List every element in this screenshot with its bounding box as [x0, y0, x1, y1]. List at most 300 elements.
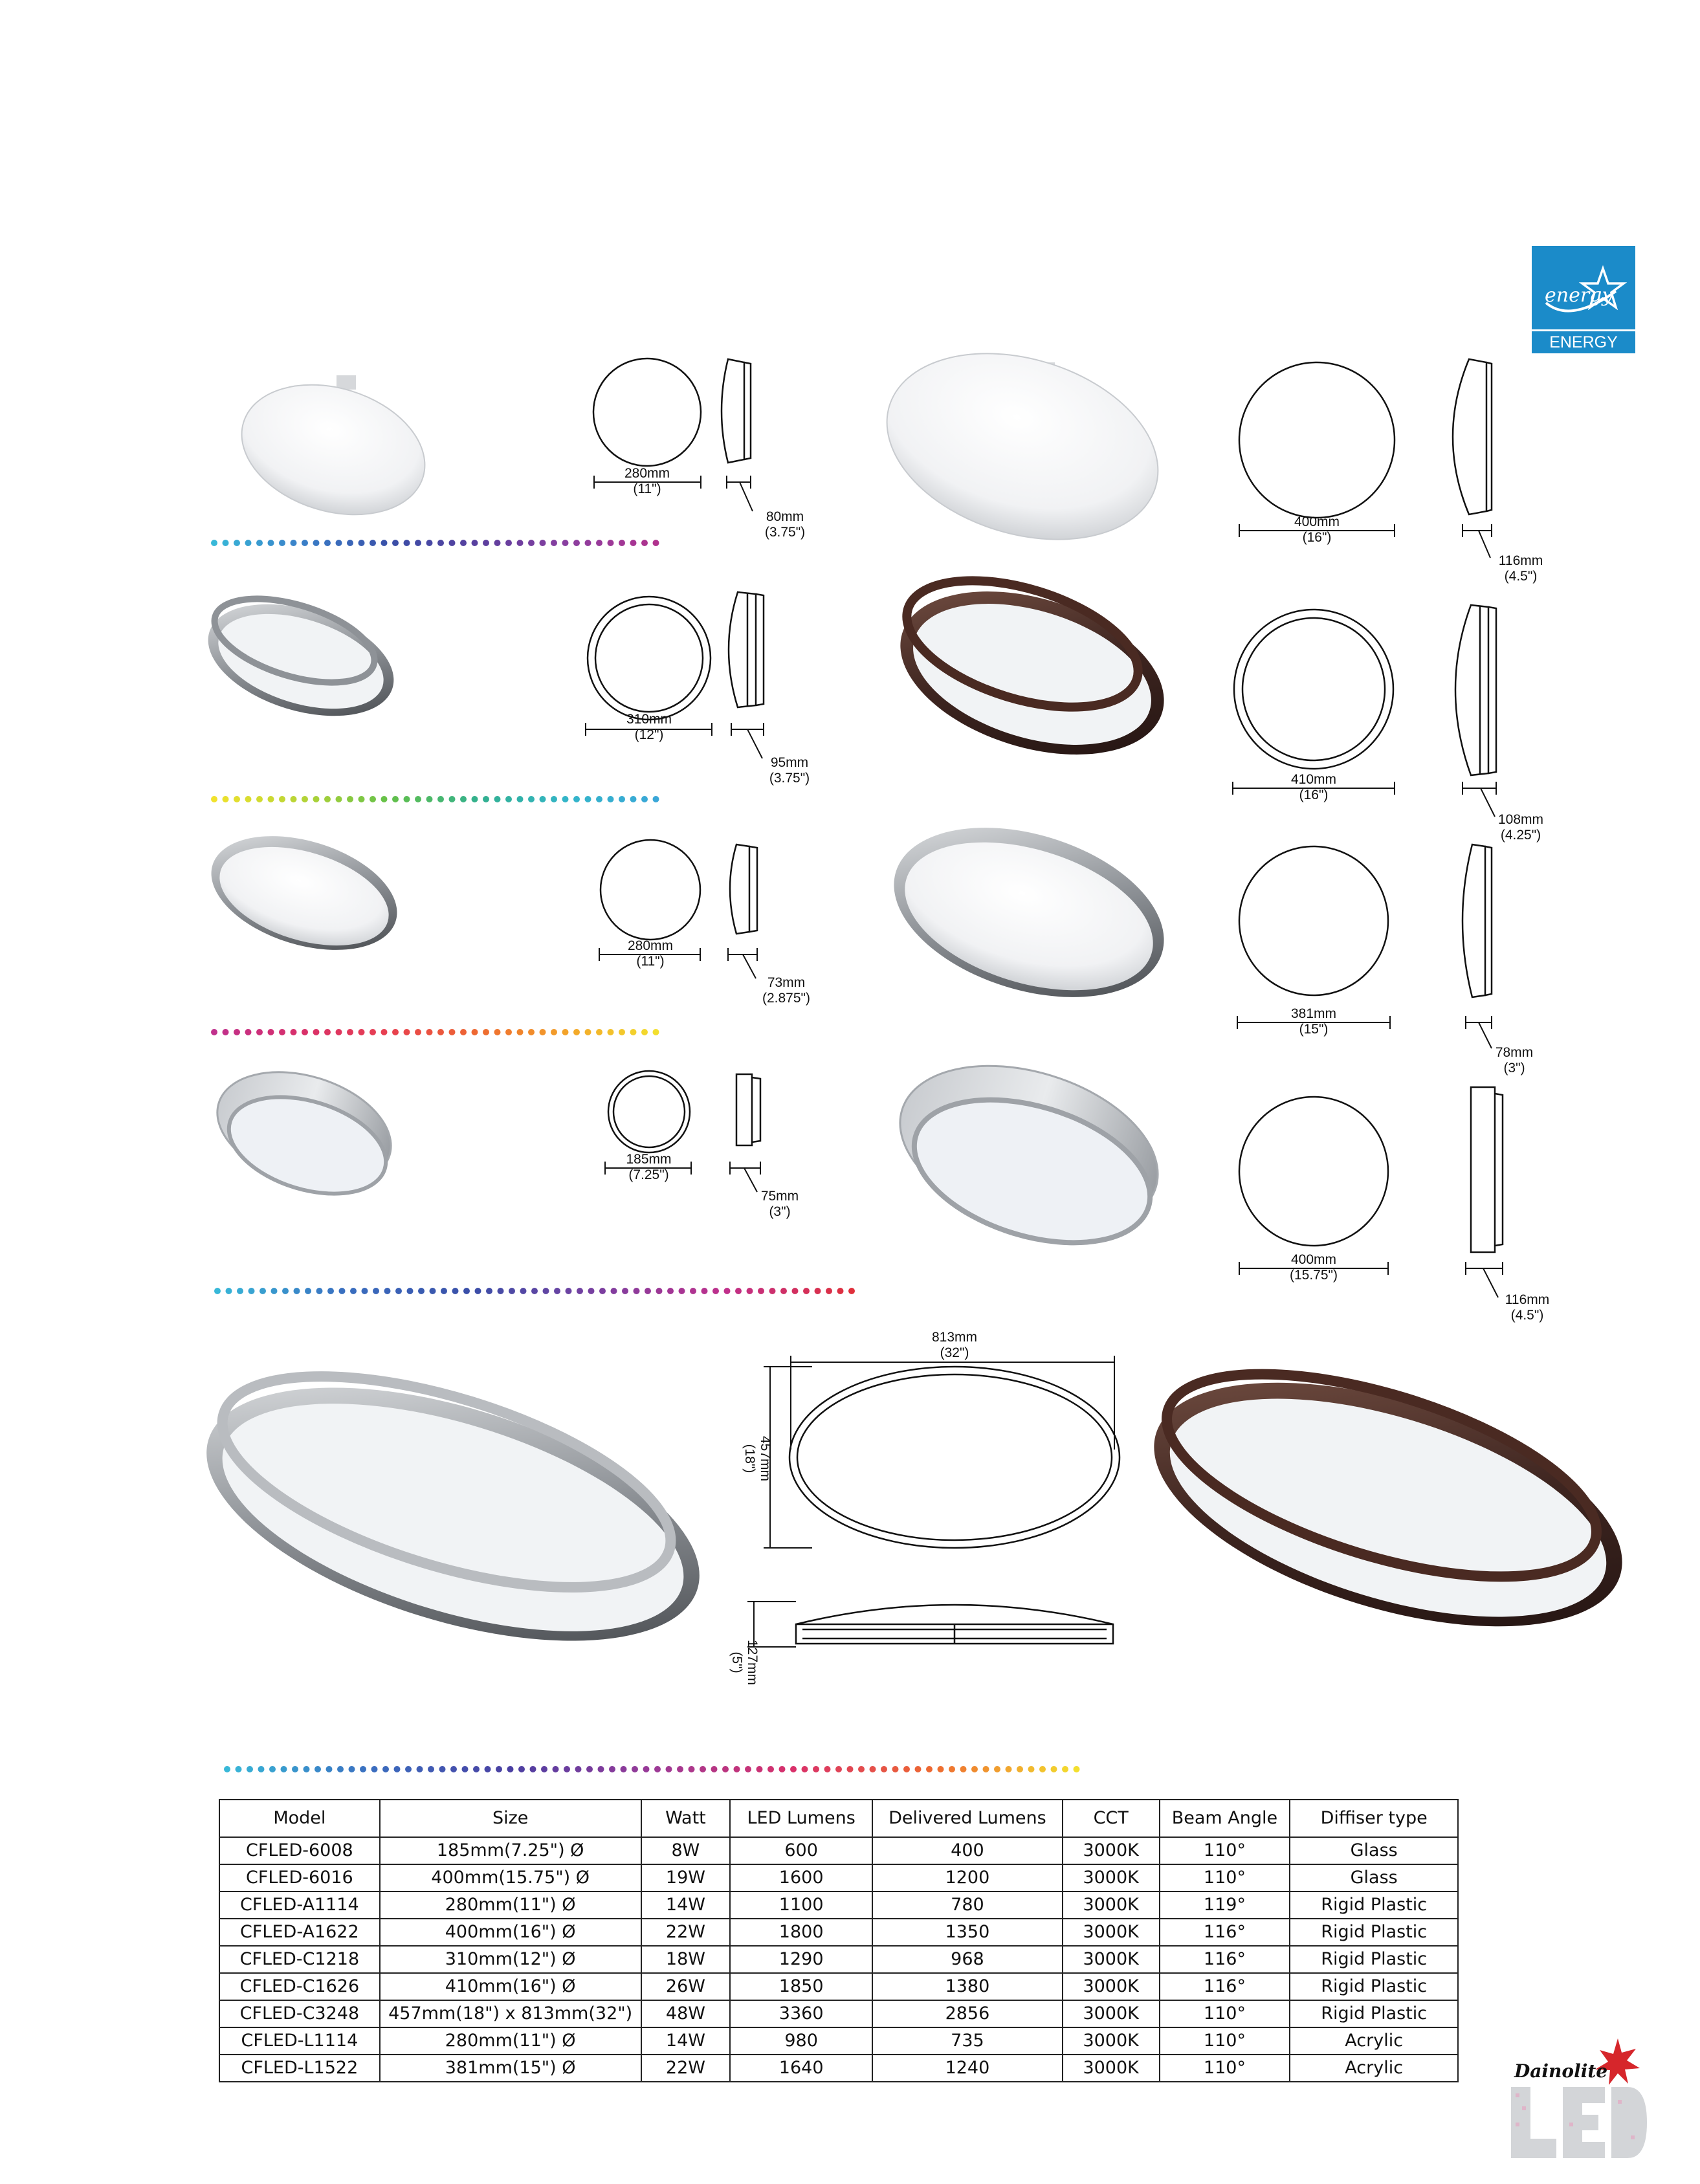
separator-dot: [460, 540, 467, 546]
separator-dot: [881, 1766, 887, 1772]
separator-dot: [994, 1766, 1000, 1772]
separator-dot: [724, 1288, 731, 1294]
cell: 400: [872, 1837, 1063, 1864]
separator-dot: [336, 540, 342, 546]
separator-dot: [282, 1288, 289, 1294]
separator-dot: [562, 1029, 569, 1035]
separator-dot: [291, 796, 297, 802]
cell: 26W: [641, 1973, 731, 2000]
separator-dot: [554, 1288, 560, 1294]
separator-dot: [452, 1288, 459, 1294]
separator-dot: [622, 1288, 628, 1294]
separator-dot: [712, 1288, 719, 1294]
separator-dot: [553, 1766, 559, 1772]
dim-label: 73mm: [767, 975, 806, 990]
cell: CFLED-6016: [219, 1864, 380, 1892]
cell: 1240: [872, 2055, 1063, 2082]
separator-dot: [268, 1029, 274, 1035]
dot-separator: [223, 1765, 1094, 1772]
separator-dot: [540, 1029, 546, 1035]
separator-dot: [381, 796, 388, 802]
dim-label: (11"): [633, 481, 661, 496]
col-diffuser-type: Diffiser type: [1290, 1800, 1458, 1837]
dainolite-led-logo-icon: [1508, 2025, 1650, 2168]
separator-dot: [611, 1288, 617, 1294]
col-delivered-lumens: Delivered Lumens: [872, 1800, 1063, 1837]
separator-dot: [256, 540, 263, 546]
separator-dot: [608, 796, 614, 802]
separator-dot: [324, 540, 331, 546]
separator-dot: [483, 1029, 489, 1035]
separator-dot: [641, 796, 648, 802]
separator-dot: [915, 1766, 922, 1772]
dim-label: 280mm: [624, 466, 670, 481]
product-photo-cfled-a1622: [873, 797, 1184, 1027]
separator-dot: [926, 1766, 933, 1772]
separator-dot: [462, 1766, 469, 1772]
separator-dot: [302, 796, 308, 802]
separator-dot: [373, 1288, 379, 1294]
separator-dot: [324, 1029, 331, 1035]
separator-dot: [566, 1288, 572, 1294]
dim-label: 410mm: [1290, 772, 1337, 787]
dim-label: 116mm: [1498, 553, 1543, 568]
separator-dot: [483, 796, 489, 802]
dim-label: (32"): [940, 1345, 969, 1360]
separator-dot: [802, 1766, 808, 1772]
separator-dot: [780, 1288, 787, 1294]
separator-dot: [564, 1766, 570, 1772]
separator-dot: [588, 1288, 595, 1294]
dot-separator: [210, 1028, 663, 1035]
separator-dot: [460, 1029, 467, 1035]
separator-dot: [758, 1288, 764, 1294]
cell: CFLED-C1218: [219, 1946, 380, 1973]
separator-dot: [245, 540, 252, 546]
separator-dot: [339, 1288, 346, 1294]
separator-dot: [1006, 1766, 1012, 1772]
dim-label: 78mm: [1495, 1045, 1534, 1060]
separator-dot: [792, 1288, 799, 1294]
separator-dot: [517, 540, 524, 546]
separator-dot: [509, 1288, 515, 1294]
separator-dot: [337, 1766, 344, 1772]
separator-dot: [653, 796, 659, 802]
separator-dot: [223, 1029, 229, 1035]
separator-dot: [392, 1029, 399, 1035]
cell: 280mm(11") Ø: [380, 1892, 641, 1919]
separator-dot: [960, 1766, 967, 1772]
separator-dot: [245, 796, 252, 802]
separator-dot: [903, 1766, 910, 1772]
separator-dot: [599, 1288, 606, 1294]
separator-dot: [211, 540, 217, 546]
separator-dot: [223, 796, 229, 802]
dim-label: 185mm: [626, 1152, 672, 1167]
separator-dot: [418, 1288, 425, 1294]
cell: CFLED-6008: [219, 1837, 380, 1864]
separator-dot: [234, 796, 240, 802]
cell: 3000K: [1063, 1892, 1160, 1919]
separator-dot: [847, 1766, 854, 1772]
cell: CFLED-A1622: [219, 1919, 380, 1946]
separator-dot: [472, 1029, 478, 1035]
separator-dot: [360, 1766, 366, 1772]
cell: Rigid Plastic: [1290, 1946, 1458, 1973]
separator-dot: [258, 1766, 265, 1772]
cell: 3000K: [1063, 1946, 1160, 1973]
cell: 185mm(7.25") Ø: [380, 1837, 641, 1864]
cell: 457mm(18") x 813mm(32"): [380, 2000, 641, 2027]
separator-dot: [237, 1288, 243, 1294]
separator-dot: [518, 1766, 525, 1772]
separator-dot: [475, 1288, 481, 1294]
brand-name: Dainolite: [1514, 2060, 1608, 2082]
spec-table: [219, 1799, 1459, 2082]
separator-dot: [347, 796, 353, 802]
separator-dot: [472, 540, 478, 546]
separator-dot: [259, 1288, 266, 1294]
separator-dot: [407, 1288, 414, 1294]
dim-label: (16"): [1299, 788, 1329, 802]
separator-dot: [359, 796, 365, 802]
separator-dot: [562, 796, 569, 802]
separator-dot: [279, 540, 285, 546]
separator-dot: [234, 1029, 240, 1035]
table-header-row: [219, 1800, 1458, 1837]
separator-dot: [223, 540, 229, 546]
separator-dot: [528, 1029, 535, 1035]
cell: 3000K: [1063, 2000, 1160, 2027]
separator-dot: [596, 796, 602, 802]
separator-dot: [268, 540, 274, 546]
cell: 1100: [730, 1892, 872, 1919]
product-photo-cfled-c3248-bronze: [1126, 1333, 1651, 1675]
separator-dot: [551, 796, 557, 802]
separator-dot: [449, 1029, 456, 1035]
cell: Acrylic: [1290, 2055, 1458, 2082]
cell: 1200: [872, 1864, 1063, 1892]
dim-label: 400mm: [1294, 514, 1340, 529]
cell: 18W: [641, 1946, 731, 1973]
separator-dot: [586, 1766, 593, 1772]
separator-dot: [313, 540, 320, 546]
separator-dot: [815, 1288, 821, 1294]
separator-dot: [359, 540, 365, 546]
separator-dot: [767, 1766, 774, 1772]
separator-dot: [689, 1766, 695, 1772]
dim-label: 813mm: [931, 1330, 978, 1345]
product-photo-cfled-l1522: [864, 322, 1181, 571]
separator-dot: [779, 1766, 786, 1772]
separator-dot: [437, 796, 444, 802]
cell: 14W: [641, 2027, 731, 2055]
cell: 3000K: [1063, 2027, 1160, 2055]
separator-dot: [1062, 1766, 1068, 1772]
cell: 1380: [872, 1973, 1063, 2000]
cell: Rigid Plastic: [1290, 1973, 1458, 2000]
separator-dot: [573, 796, 580, 802]
cell: 3000K: [1063, 2055, 1160, 2082]
separator-dot: [494, 796, 501, 802]
col-size: Size: [380, 1800, 641, 1837]
table-row: [219, 1919, 1458, 1946]
cell: 410mm(16") Ø: [380, 1973, 641, 2000]
separator-dot: [608, 1029, 614, 1035]
dim-label: (4.25"): [1500, 828, 1541, 843]
cell: 310mm(12") Ø: [380, 1946, 641, 1973]
col-cct: CCT: [1063, 1800, 1160, 1837]
separator-dot: [347, 1029, 353, 1035]
separator-dot: [630, 796, 637, 802]
cell: Glass: [1290, 1864, 1458, 1892]
separator-dot: [428, 1766, 434, 1772]
separator-dot: [394, 1766, 401, 1772]
separator-dot: [609, 1766, 615, 1772]
dim-label: 108mm: [1497, 812, 1544, 827]
separator-dot: [313, 1029, 320, 1035]
separator-dot: [415, 540, 421, 546]
separator-dot: [608, 540, 614, 546]
separator-dot: [520, 1288, 527, 1294]
separator-dot: [395, 1288, 402, 1294]
dim-label: (11"): [636, 954, 665, 969]
separator-dot: [711, 1766, 718, 1772]
cell: 1640: [730, 2055, 872, 2082]
separator-dot: [505, 796, 512, 802]
separator-dot: [543, 1288, 549, 1294]
separator-dot: [449, 796, 456, 802]
separator-dot: [619, 796, 625, 802]
separator-dot: [632, 1766, 638, 1772]
separator-dot: [404, 1029, 410, 1035]
separator-dot: [653, 540, 659, 546]
cell: 14W: [641, 1892, 731, 1919]
separator-dot: [858, 1766, 865, 1772]
cell: 1800: [730, 1919, 872, 1946]
separator-dot: [803, 1288, 810, 1294]
separator-dot: [1028, 1766, 1035, 1772]
separator-dot: [437, 540, 444, 546]
separator-dot: [790, 1766, 797, 1772]
separator-dot: [463, 1288, 470, 1294]
separator-dot: [541, 1766, 547, 1772]
dim-label: 80mm: [766, 509, 804, 524]
cell: CFLED-C1626: [219, 1973, 380, 2000]
separator-dot: [224, 1766, 230, 1772]
cell: 110°: [1160, 1837, 1290, 1864]
cell: CFLED-C3248: [219, 2000, 380, 2027]
separator-dot: [621, 1766, 627, 1772]
product-photo-cfled-a1114: [197, 815, 411, 971]
separator-dot: [291, 1029, 297, 1035]
separator-dot: [211, 1029, 217, 1035]
separator-dot: [472, 796, 478, 802]
separator-dot: [415, 1029, 421, 1035]
dim-label: (5"): [729, 1651, 744, 1673]
separator-dot: [747, 1288, 753, 1294]
cell: Acrylic: [1290, 2027, 1458, 2055]
separator-dot: [837, 1288, 844, 1294]
separator-dot: [654, 1766, 661, 1772]
separator-dot: [305, 1288, 311, 1294]
dim-label: (12"): [634, 727, 664, 742]
cell: 3000K: [1063, 1919, 1160, 1946]
separator-dot: [645, 1288, 651, 1294]
separator-dot: [983, 1766, 989, 1772]
separator-dot: [382, 1766, 389, 1772]
separator-dot: [426, 540, 433, 546]
separator-dot: [214, 1288, 221, 1294]
dim-label: (16"): [1302, 530, 1332, 545]
separator-dot: [824, 1766, 831, 1772]
separator-dot: [630, 540, 637, 546]
cell: 119°: [1160, 1892, 1290, 1919]
cell: 116°: [1160, 1946, 1290, 1973]
separator-dot: [1051, 1766, 1057, 1772]
separator-dot: [268, 796, 274, 802]
separator-dot: [677, 1766, 683, 1772]
separator-dot: [848, 1288, 855, 1294]
separator-dot: [679, 1288, 685, 1294]
separator-dot: [384, 1288, 391, 1294]
separator-dot: [327, 1288, 334, 1294]
separator-dot: [598, 1766, 604, 1772]
separator-dot: [460, 796, 467, 802]
separator-dot: [634, 1288, 640, 1294]
dim-label: (15.75"): [1290, 1268, 1338, 1283]
separator-dot: [505, 1029, 512, 1035]
separator-dot: [326, 1766, 333, 1772]
col-led-lumens: LED Lumens: [730, 1800, 872, 1837]
dim-label: 127mm: [745, 1639, 760, 1686]
cell: 19W: [641, 1864, 731, 1892]
separator-dot: [630, 1029, 637, 1035]
separator-dot: [870, 1766, 876, 1772]
separator-dot: [294, 1288, 300, 1294]
col-beam-angle: Beam Angle: [1160, 1800, 1290, 1837]
cell: 48W: [641, 2000, 731, 2027]
separator-dot: [585, 1029, 591, 1035]
separator-dot: [531, 1288, 538, 1294]
cell: 280mm(11") Ø: [380, 2027, 641, 2055]
separator-dot: [245, 1029, 252, 1035]
separator-dot: [234, 540, 240, 546]
col-watt: Watt: [641, 1800, 731, 1837]
cell: 1850: [730, 1973, 872, 2000]
separator-dot: [381, 1029, 388, 1035]
separator-dot: [641, 540, 648, 546]
separator-dot: [362, 1288, 368, 1294]
cell: Glass: [1290, 1837, 1458, 1864]
separator-dot: [690, 1288, 696, 1294]
separator-dot: [350, 1288, 357, 1294]
separator-dot: [324, 796, 331, 802]
cell: 381mm(15") Ø: [380, 2055, 641, 2082]
separator-dot: [347, 540, 353, 546]
separator-dot: [700, 1766, 706, 1772]
separator-dot: [596, 540, 602, 546]
product-photo-cfled-6008: [203, 1052, 405, 1211]
separator-dot: [496, 1766, 502, 1772]
separator-dot: [269, 1766, 276, 1772]
separator-dot: [256, 796, 263, 802]
separator-dot: [302, 1029, 308, 1035]
cell: Rigid Plastic: [1290, 2000, 1458, 2027]
separator-dot: [247, 1766, 253, 1772]
table-row: [219, 1837, 1458, 1864]
table-row: [219, 1946, 1458, 1973]
separator-dot: [517, 796, 524, 802]
separator-dot: [769, 1288, 776, 1294]
separator-dot: [745, 1766, 751, 1772]
cell: 3000K: [1063, 1973, 1160, 2000]
dim-label: 95mm: [770, 755, 809, 770]
dim-label: 381mm: [1290, 1006, 1337, 1021]
separator-dot: [573, 540, 580, 546]
separator-dot: [494, 540, 501, 546]
separator-dot: [302, 540, 308, 546]
separator-dot: [450, 1766, 457, 1772]
cell: 1290: [730, 1946, 872, 1973]
separator-dot: [281, 1766, 287, 1772]
separator-dot: [371, 1766, 378, 1772]
product-photo-cfled-c1218: [195, 582, 408, 736]
product-photo-cfled-c1626: [881, 557, 1184, 784]
separator-dot: [304, 1766, 310, 1772]
cell: CFLED-L1114: [219, 2027, 380, 2055]
cell: 1600: [730, 1864, 872, 1892]
separator-dot: [248, 1288, 255, 1294]
separator-dot: [415, 796, 421, 802]
separator-dot: [517, 1029, 524, 1035]
cell: CFLED-A1114: [219, 1892, 380, 1919]
energy-star-label: ENERGY STAR: [1532, 329, 1635, 353]
dim-label: (3"): [769, 1204, 791, 1219]
separator-dot: [938, 1766, 944, 1772]
separator-dot: [449, 540, 456, 546]
dim-label: (3.75"): [769, 771, 810, 786]
cell: 110°: [1160, 2027, 1290, 2055]
separator-dot: [404, 540, 410, 546]
separator-dot: [653, 1029, 659, 1035]
cell: 968: [872, 1946, 1063, 1973]
product-photo-cfled-l1114: [226, 364, 441, 536]
separator-dot: [315, 1766, 321, 1772]
separator-dot: [483, 540, 489, 546]
cell: 3000K: [1063, 1864, 1160, 1892]
cell: 110°: [1160, 1864, 1290, 1892]
separator-dot: [292, 1766, 298, 1772]
cell: Rigid Plastic: [1290, 1919, 1458, 1946]
separator-dot: [530, 1766, 536, 1772]
separator-dot: [540, 540, 546, 546]
cell: 110°: [1160, 2000, 1290, 2027]
separator-dot: [596, 1029, 602, 1035]
table-row: [219, 1864, 1458, 1892]
separator-dot: [619, 540, 625, 546]
product-photo-cfled-6016: [879, 1037, 1178, 1268]
separator-dot: [505, 540, 512, 546]
separator-dot: [528, 796, 535, 802]
separator-dot: [392, 540, 399, 546]
separator-dot: [1074, 1766, 1080, 1772]
separator-dot: [441, 1288, 447, 1294]
cell: CFLED-L1522: [219, 2055, 380, 2082]
separator-dot: [404, 796, 410, 802]
separator-dot: [426, 1029, 433, 1035]
cell: 980: [730, 2027, 872, 2055]
